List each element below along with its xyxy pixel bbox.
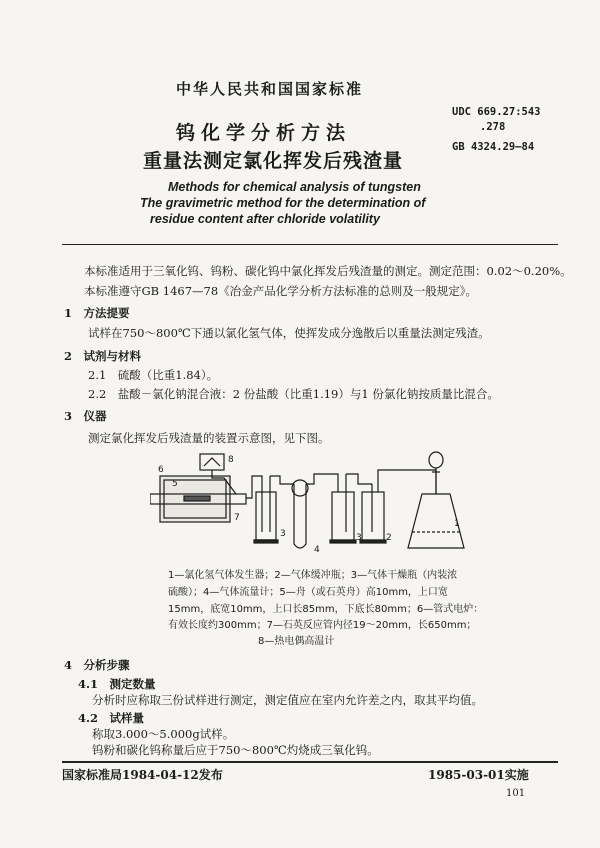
label-7: 7 [234,513,240,523]
label-1: 1 [454,519,460,529]
label-4: 4 [314,545,320,555]
title-line-1: 钨化学分析方法 [176,122,352,144]
caption-line-2: 硫酸）；4—气体流量计；5—舟（或石英舟）高10mm，上口宽 [168,587,448,598]
page-number: 101 [506,788,526,799]
english-title-line-3: residue content after chloride volatility [150,212,380,226]
udc-code-continued: .278 [480,121,506,133]
national-standard-label: 中华人民共和国国家标准 [176,80,364,98]
english-title-line-1: Methods for chemical analysis of tungsten [168,180,421,194]
gb-standard-code: GB 4324.29—84 [452,141,535,153]
drying-bottle-left [256,492,276,540]
drying-bottle-right [332,492,354,540]
caption-line-5: 8—热电偶高温计 [258,636,335,647]
section-3-text: 测定氯化挥发后残渣量的装置示意图，见下图。 [88,431,330,445]
label-2: 2 [386,533,392,543]
caption-line-3: 15mm，底宽10mm，上口长85mm，下底长80mm；6—管式电炉： [168,604,484,615]
section-1-text: 试样在750～800℃下通以氯化氢气体，使挥发成分逸散后以重量法测定残渣。 [88,326,490,340]
reagent-2-2: 2.2 盐酸－氯化钠混合液：2 份盐酸（比重1.19）与1 份氯化钠按质量比混合。 [88,387,499,401]
section-2-heading: 2 试剂与材料 [64,349,142,363]
section-1-heading: 1 方法提要 [64,306,130,320]
buffer-bottle [362,492,384,540]
apparatus-diagram [150,448,470,560]
section-4-heading: 4 分析步骤 [64,658,130,672]
label-3-right: 3 [356,533,362,543]
reagent-2-1: 2.1 硫酸（比重1.84）。 [88,368,219,382]
label-6: 6 [158,465,164,475]
english-title-line-2: The gravimetric method for the determination of [140,196,426,210]
flowmeter [294,484,306,548]
caption-line-4: 有效长度约300mm；7—石英反应管内径19～20mm，长650mm； [168,620,477,631]
intro-reference: 本标准遵守GB 1467—78《冶金产品化学分析方法标准的总则及一般规定》。 [84,284,477,298]
section-4-2-heading: 4.2 试样量 [78,711,145,725]
footer-divider [62,761,558,763]
thermocouple-pyrometer [200,454,224,470]
header-divider [62,244,558,245]
section-4-2-text-2: 钨粉和碳化钨称量后应于750～800℃灼烧成三氧化钨。 [92,743,379,757]
label-8: 8 [228,455,234,465]
section-4-1-text: 分析时应称取三份试样进行测定，测定值应在室内允许差之内，取其平均值。 [92,693,483,707]
section-4-2-text-1: 称取3.000～5.000g试样。 [92,727,235,741]
effective-date: 1985-03-01实施 [428,768,529,782]
issue-date: 国家标准局1984-04-12发布 [62,768,223,782]
label-5: 5 [172,479,178,489]
udc-code: UDC 669.27:543 [452,106,541,118]
boat [184,496,210,501]
intro-scope: 本标准适用于三氧化钨、钨粉、碳化钨中氯化挥发后残渣量的测定。测定范围：0.02～0.20%。 [84,264,572,278]
section-3-heading: 3 仪器 [64,409,107,423]
section-4-1-heading: 4.1 测定数量 [78,677,156,691]
title-line-2: 重量法测定氯化挥发后残渣量 [143,150,404,172]
caption-line-1: 1—氯化氢气体发生器；2—气体缓冲瓶；3—气体干燥瓶（内装浓 [168,570,458,581]
label-3-left: 3 [280,529,286,539]
